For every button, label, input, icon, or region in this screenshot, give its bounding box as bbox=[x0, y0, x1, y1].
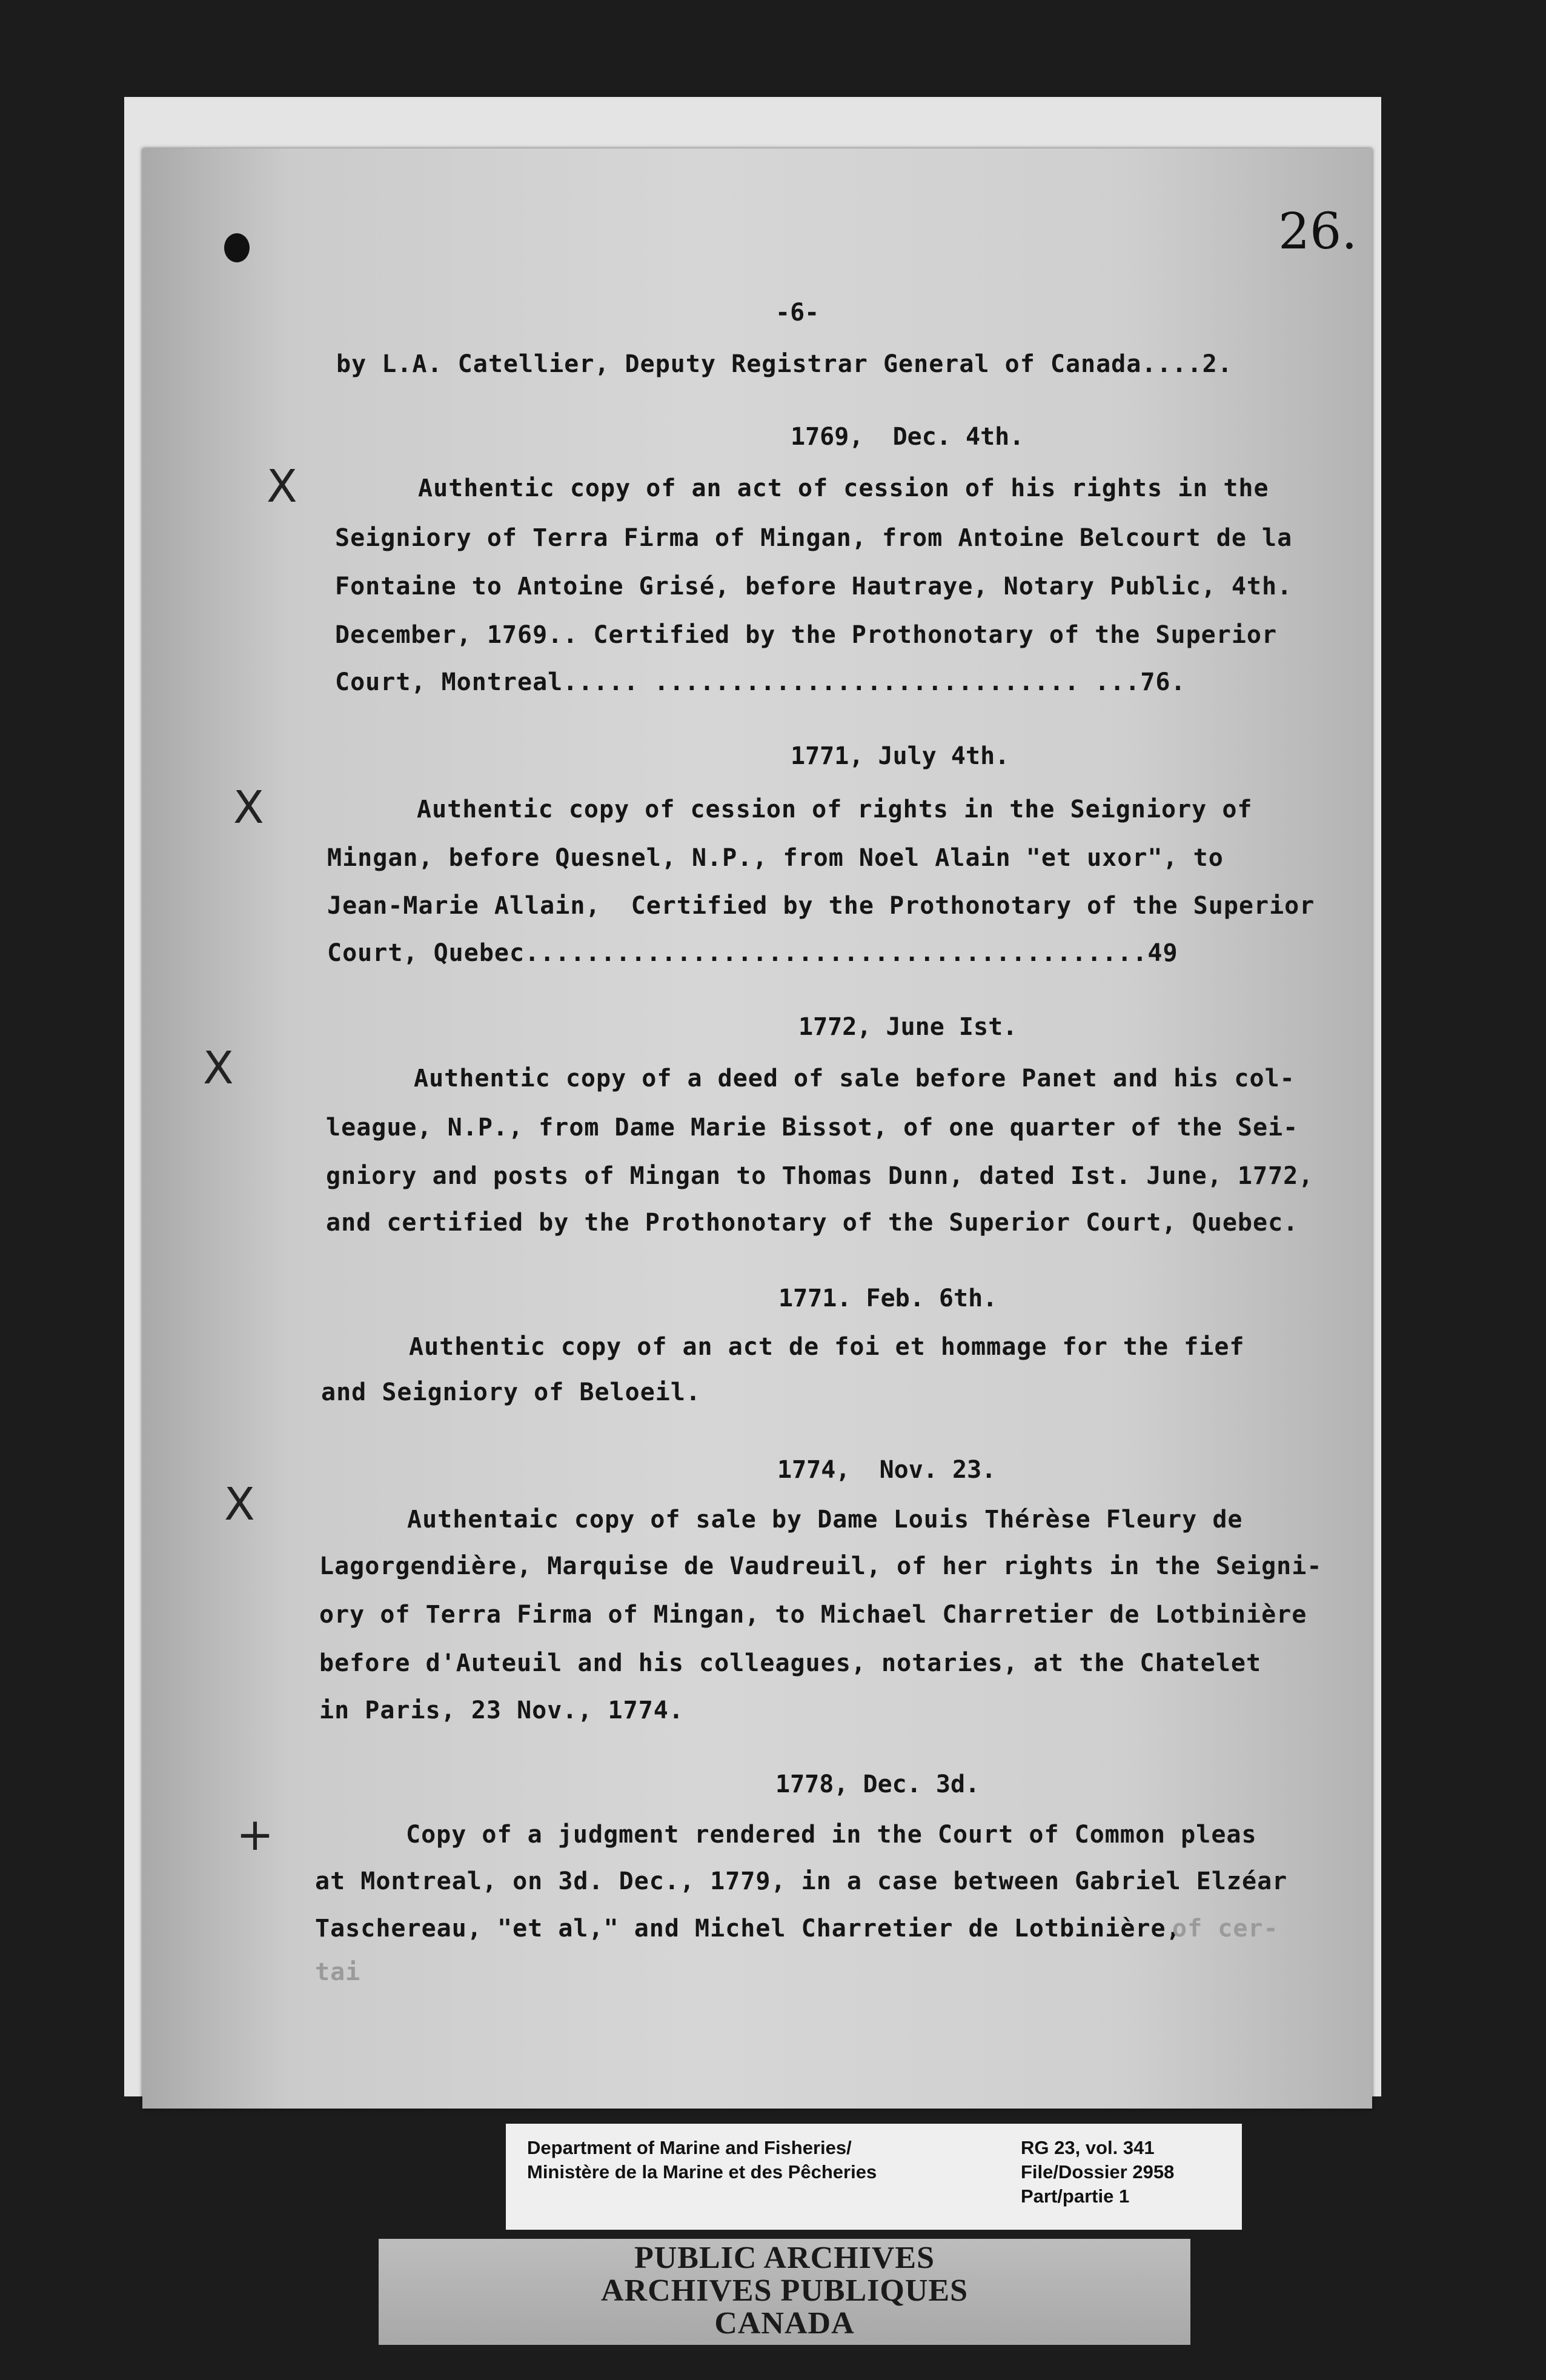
entry-line: Authentic copy of an act of cession of his rights in the bbox=[418, 474, 1269, 502]
entry-line: Seigniory of Terra Firma of Mingan, from Antoine Belcourt de la bbox=[335, 524, 1293, 552]
entry-line: Lagorgendière, Marquise de Vaudreuil, of her rights in the Seigni- bbox=[319, 1552, 1322, 1580]
archive-reference-label bbox=[506, 2124, 1242, 2230]
faded-text: of cer- bbox=[1172, 1915, 1279, 1943]
entry-line: at Montreal, on 3d. Dec., 1779, in a case between Gabriel Elzéar bbox=[315, 1867, 1288, 1895]
entry-line: Authentaic copy of sale by Dame Louis Thérèse Fleury de bbox=[407, 1506, 1243, 1534]
intro-line: by L.A. Catellier, Deputy Registrar General of Canada....2. bbox=[336, 350, 1233, 378]
stamp-line: CANADA bbox=[714, 2306, 855, 2341]
entry-date: 1771. Feb. 6th. bbox=[778, 1285, 998, 1312]
entry-date: 1778, Dec. 3d. bbox=[775, 1770, 980, 1798]
entry-line: gniory and posts of Mingan to Thomas Dunn, dated Ist. June, 1772, bbox=[326, 1162, 1314, 1190]
entry-line: and Seigniory of Beloeil. bbox=[321, 1378, 702, 1406]
entry-line: Authentic copy of a deed of sale before Panet and his col- bbox=[414, 1065, 1295, 1092]
entry-line: Court, Montreal..... ............................ ...76. bbox=[335, 668, 1186, 696]
entry-line: Taschereau, "et al," and Michel Charretier de Lotbinière, bbox=[315, 1915, 1181, 1943]
entry-line: Court, Quebec.........................................49 bbox=[327, 939, 1178, 967]
margin-check-mark: + bbox=[236, 1809, 274, 1861]
stamp-line: PUBLIC ARCHIVES bbox=[634, 2241, 935, 2275]
entry-line: Jean-Marie Allain, Certified by the Prothonotary of the Superior bbox=[327, 892, 1315, 920]
department-name-en: Department of Marine and Fisheries/ bbox=[527, 2137, 852, 2158]
margin-check-mark: X bbox=[203, 1042, 234, 1094]
part-number: Part/partie 1 bbox=[1021, 2186, 1130, 2207]
folio-number: 26. bbox=[1278, 203, 1358, 261]
entry-line: Mingan, before Quesnel, N.P., from Noel Alain "et uxor", to bbox=[327, 844, 1224, 872]
entry-line: ory of Terra Firma of Mingan, to Michael Charretier de Lotbinière bbox=[319, 1601, 1307, 1629]
margin-check-mark: X bbox=[224, 1478, 255, 1531]
page-number: -6- bbox=[775, 299, 820, 327]
file-number: File/Dossier 2958 bbox=[1021, 2161, 1175, 2182]
entry-date: 1769, Dec. 4th. bbox=[791, 423, 1024, 451]
punch-hole bbox=[224, 233, 250, 262]
entry-date: 1771, July 4th. bbox=[791, 742, 1010, 770]
faded-text: tai bbox=[315, 1958, 361, 1986]
entry-line: Authentic copy of an act de foi et hommage for the fief bbox=[409, 1333, 1245, 1361]
entry-line: before d'Auteuil and his colleagues, notaries, at the Chatelet bbox=[319, 1649, 1262, 1677]
department-name-fr: Ministère de la Marine et des Pêcheries bbox=[527, 2161, 877, 2182]
public-archives-stamp bbox=[379, 2239, 1190, 2345]
entry-line: in Paris, 23 Nov., 1774. bbox=[319, 1697, 684, 1724]
entry-line: Fontaine to Antoine Grisé, before Hautraye, Notary Public, 4th. bbox=[335, 573, 1293, 600]
entry-date: 1772, June Ist. bbox=[798, 1013, 1018, 1041]
entry-line: Authentic copy of cession of rights in the Seigniory of bbox=[417, 796, 1253, 823]
record-group: RG 23, vol. 341 bbox=[1021, 2137, 1155, 2158]
margin-check-mark: X bbox=[233, 782, 264, 834]
entry-line: December, 1769.. Certified by the Prothonotary of the Superior bbox=[335, 621, 1278, 649]
entry-line: and certified by the Prothonotary of the Superior Court, Quebec. bbox=[326, 1209, 1299, 1237]
stamp-line: ARCHIVES PUBLIQUES bbox=[600, 2273, 969, 2308]
margin-check-mark: X bbox=[267, 460, 297, 513]
entry-date: 1774, Nov. 23. bbox=[777, 1456, 997, 1484]
entry-line: Copy of a judgment rendered in the Court of Common pleas bbox=[406, 1821, 1257, 1849]
entry-line: league, N.P., from Dame Marie Bissot, of one quarter of the Sei- bbox=[326, 1114, 1299, 1142]
